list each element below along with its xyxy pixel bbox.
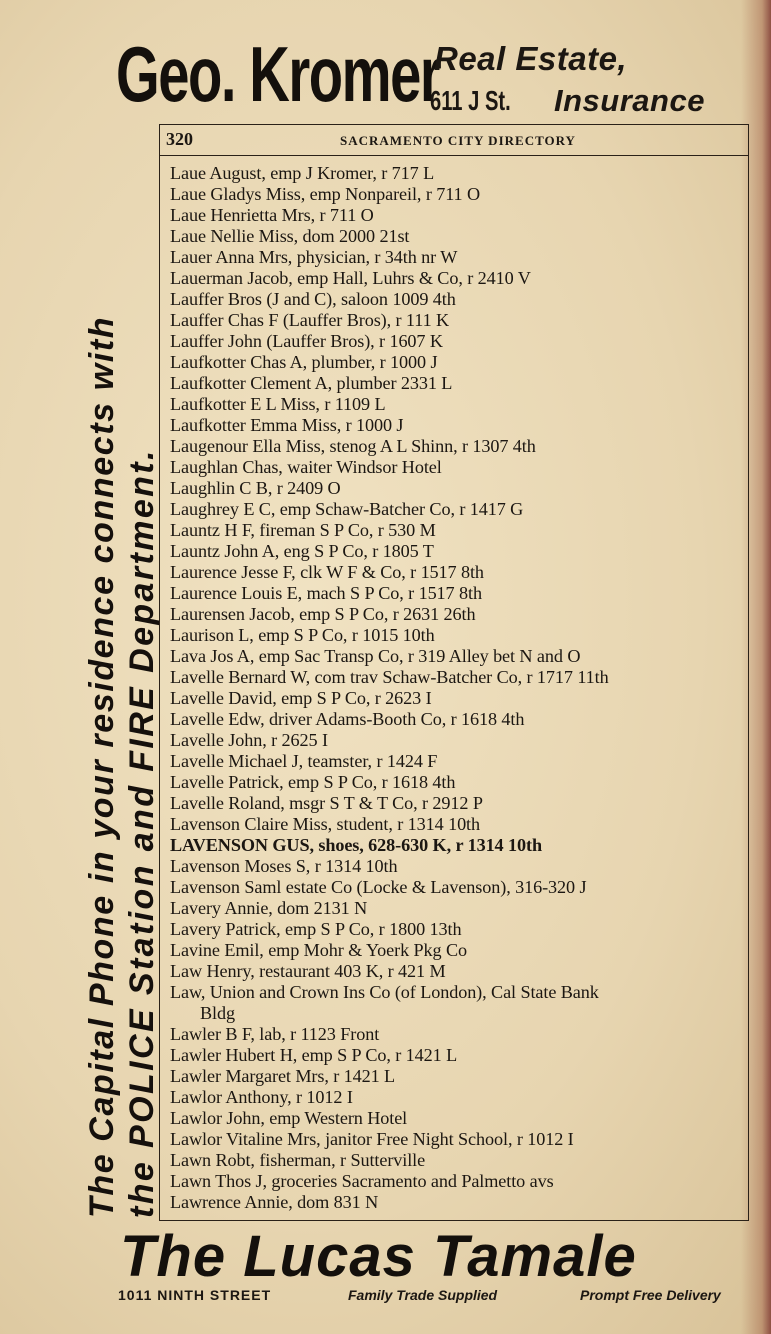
directory-entry: Lauerman Jacob, emp Hall, Luhrs & Co, r 2410 V xyxy=(170,268,531,288)
directory-entry: Laurensen Jacob, emp S P Co, r 2631 26th xyxy=(170,604,476,624)
directory-entry: Laue Gladys Miss, emp Nonpareil, r 711 O xyxy=(170,184,481,204)
directory-entry: Lawler B F, lab, r 1123 Front xyxy=(170,1024,380,1044)
directory-entry: Laue Henrietta Mrs, r 711 O xyxy=(170,205,374,225)
directory-entry: Lava Jos A, emp Sac Transp Co, r 319 Alley bet N and O xyxy=(170,646,581,666)
directory-entry: Lauffer Bros (J and C), saloon 1009 4th xyxy=(170,289,456,309)
directory-entry: Lawlor John, emp Western Hotel xyxy=(170,1108,408,1128)
side-ad-line-2: the POLICE Station and FIRE Department. xyxy=(123,448,161,1218)
directory-entry: Lavelle Edw, driver Adams-Booth Co, r 1618 4th xyxy=(170,709,525,729)
side-ad-line-1: The Capital Phone in your residence connects with xyxy=(83,315,121,1218)
lucas-tamale-name: The Lucas Tamale xyxy=(120,1224,637,1289)
directory-entry: Laue August, emp J Kromer, r 717 L xyxy=(170,163,435,183)
directory-header xyxy=(160,125,748,156)
directory-entry: Laufkotter Chas A, plumber, r 1000 J xyxy=(170,352,438,372)
directory-entry: Lauer Anna Mrs, physician, r 34th nr W xyxy=(170,247,458,267)
directory-entry: Laurison L, emp S P Co, r 1015 10th xyxy=(170,625,435,645)
directory-entry: Launtz H F, fireman S P Co, r 530 M xyxy=(170,520,436,540)
directory-entry: Launtz John A, eng S P Co, r 1805 T xyxy=(170,541,434,561)
directory-entry: Lavelle Roland, msgr S T & T Co, r 2912 P xyxy=(170,793,483,813)
directory-entry: Laurence Jesse F, clk W F & Co, r 1517 8th xyxy=(170,562,484,582)
directory-entry: Laughlin C B, r 2409 O xyxy=(170,478,341,498)
directory-entry: Lavelle David, emp S P Co, r 2623 I xyxy=(170,688,432,708)
directory-entry: Lauffer John (Lauffer Bros), r 1607 K xyxy=(170,331,443,351)
directory-entry: Lavery Annie, dom 2131 N xyxy=(170,898,368,918)
directory-entry: Law, Union and Crown Ins Co (of London), Cal State Bank xyxy=(170,982,599,1002)
lucas-tamale-advertisement xyxy=(112,1222,762,1327)
kromer-address: 611 J St. xyxy=(430,85,511,116)
directory-listing-box xyxy=(159,124,749,1221)
directory-entry: Laurence Louis E, mach S P Co, r 1517 8th xyxy=(170,583,482,603)
directory-title: SACRAMENTO CITY DIRECTORY xyxy=(340,133,576,148)
directory-entry: Lawlor Vitaline Mrs, janitor Free Night School, r 1012 I xyxy=(170,1129,574,1149)
directory-entry: Lavelle Patrick, emp S P Co, r 1618 4th xyxy=(170,772,456,792)
directory-entry: Bldg xyxy=(200,1003,235,1023)
directory-entry: Lawler Margaret Mrs, r 1421 L xyxy=(170,1066,396,1086)
directory-entry: Lavenson Claire Miss, student, r 1314 10th xyxy=(170,814,481,834)
directory-entry: Lawlor Anthony, r 1012 I xyxy=(170,1087,353,1107)
kromer-real-estate: Real Estate, xyxy=(434,40,628,77)
kromer-insurance: Insurance xyxy=(554,83,705,118)
directory-entry: Lawn Thos J, groceries Sacramento and Palmetto avs xyxy=(170,1171,554,1191)
page-number: 320 xyxy=(166,129,193,149)
directory-entry: Laue Nellie Miss, dom 2000 21st xyxy=(170,226,410,246)
directory-entry: Laugenour Ella Miss, stenog A L Shinn, r 1307 4th xyxy=(170,436,536,456)
directory-entry: Laughlan Chas, waiter Windsor Hotel xyxy=(170,457,442,477)
directory-entry: Law Henry, restaurant 403 K, r 421 M xyxy=(170,961,446,981)
directory-entry: Lavery Patrick, emp S P Co, r 1800 13th xyxy=(170,919,462,939)
directory-entry: Lavelle Bernard W, com trav Schaw-Batcher Co, r 1717 11th xyxy=(170,667,609,687)
directory-entry: Lawler Hubert H, emp S P Co, r 1421 L xyxy=(170,1045,458,1065)
directory-entry: Lavelle Michael J, teamster, r 1424 F xyxy=(170,751,438,771)
directory-entry: Laufkotter Emma Miss, r 1000 J xyxy=(170,415,404,435)
directory-entry: Lavenson Moses S, r 1314 10th xyxy=(170,856,398,876)
kromer-name: Geo. Kromer xyxy=(116,30,441,118)
directory-entries xyxy=(170,163,745,1213)
directory-entry: Lawrence Annie, dom 831 N xyxy=(170,1192,379,1212)
capital-phone-advertisement xyxy=(78,118,168,1218)
directory-entry: Lavine Emil, emp Mohr & Yoerk Pkg Co xyxy=(170,940,467,960)
kromer-advertisement xyxy=(112,30,762,122)
directory-entry: Laughrey E C, emp Schaw-Batcher Co, r 1417 G xyxy=(170,499,524,519)
directory-entry: Lawn Robt, fisherman, r Sutterville xyxy=(170,1150,426,1170)
directory-entry: Lavenson Saml estate Co (Locke & Lavenson), 316-320 J xyxy=(170,877,587,897)
lucas-tamale-address: 1011 NINTH STREET xyxy=(118,1287,272,1303)
directory-entry: Lavelle John, r 2625 I xyxy=(170,730,328,750)
directory-entry: LAVENSON GUS, shoes, 628-630 K, r 1314 10th xyxy=(170,835,542,855)
lucas-tamale-family-trade: Family Trade Supplied xyxy=(348,1287,498,1303)
directory-entry: Laufkotter Clement A, plumber 2331 L xyxy=(170,373,453,393)
directory-entry: Lauffer Chas F (Lauffer Bros), r 111 K xyxy=(170,310,450,330)
directory-entry: Laufkotter E L Miss, r 1109 L xyxy=(170,394,386,414)
lucas-tamale-delivery: Prompt Free Delivery xyxy=(580,1287,721,1303)
